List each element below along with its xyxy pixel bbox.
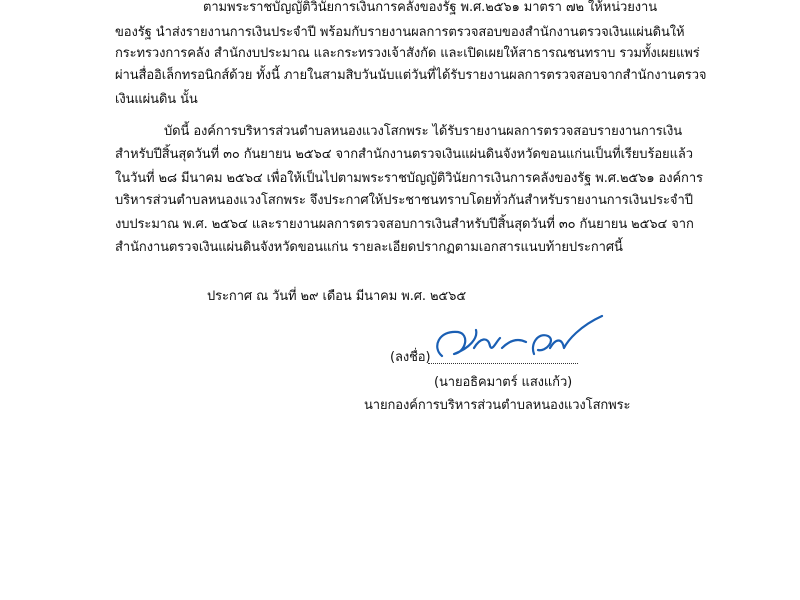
paragraph2-line3: ในวันที่ ๒๘ มีนาคม ๒๕๖๔ เพื่อให้เป็นไปตามพระราชบัญญัติวินัยการเงินการคลังของรัฐ พ.ศ.๒๕๖๑ องค์การ	[115, 171, 703, 186]
paragraph1-line4: ผ่านสื่ออิเล็กทรอนิกส์ด้วย ทั้งนี้ ภายในสามสิบวันนับแต่วันที่ได้รับรายงานผลการตรวจสอบจากสำนักงานตรวจ	[115, 68, 707, 83]
announcement-date: ประกาศ ณ วันที่ ๒๙ เดือน มีนาคม พ.ศ. ๒๕๖๕	[207, 289, 467, 304]
signer-position: นายกองค์การบริหารส่วนตำบลหนองแวงโสกพระ	[364, 398, 631, 413]
signature-dotted-line	[428, 363, 578, 364]
signature-label: (ลงชื่อ)	[390, 350, 431, 365]
paragraph2-line4: บริหารส่วนตำบลหนองแวงโสกพระ จึงประกาศให้ประชาชนทราบโดยทั่วกันสำหรับรายงานการเงินประจำปี	[115, 193, 693, 208]
paragraph1-line1: ตามพระราชบัญญัติวินัยการเงินการคลังของรัฐ พ.ศ.๒๕๖๑ มาตรา ๗๒ ให้หน่วยงาน	[203, 0, 657, 15]
signer-name: (นายอธิคมาตร์ แสงแก้ว)	[434, 375, 573, 390]
paragraph1-line5: เงินแผ่นดิน นั้น	[115, 92, 198, 107]
handwritten-signature	[430, 308, 605, 368]
paragraph2-line6: สำนักงานตรวจเงินแผ่นดินจังหวัดขอนแก่น รายละเอียดปรากฏตามเอกสารแนบท้ายประกาศนี้	[115, 240, 623, 255]
paragraph2-line1: บัดนี้ องค์การบริหารส่วนตำบลหนองแวงโสกพระ ได้รับรายงานผลการตรวจสอบรายงานการเงิน	[164, 124, 683, 139]
paragraph2-line2: สำหรับปีสิ้นสุดวันที่ ๓๐ กันยายน ๒๕๖๔ จากสำนักงานตรวจเงินแผ่นดินจังหวัดขอนแก่นเป็นที่เรียบร้อยแล้ว	[115, 147, 693, 162]
paragraph2-line5: งบประมาณ พ.ศ. ๒๕๖๔ และรายงานผลการตรวจสอบการเงินสำหรับปีสิ้นสุดวันที่ ๓๐ กันยายน ๒๕๖๔ จาก	[115, 217, 694, 232]
paragraph1-line3: กระทรวงการคลัง สำนักงบประมาณ และกระทรวงเจ้าสังกัด และเปิดเผยให้สาธารณชนทราบ รวมทั้งเผยแพร่	[115, 46, 700, 61]
paragraph1-line2: ของรัฐ นำส่งรายงานการเงินประจำปี พร้อมกับรายงานผลการตรวจสอบของสำนักงานตรวจเงินแผ่นดินให้	[115, 25, 685, 40]
